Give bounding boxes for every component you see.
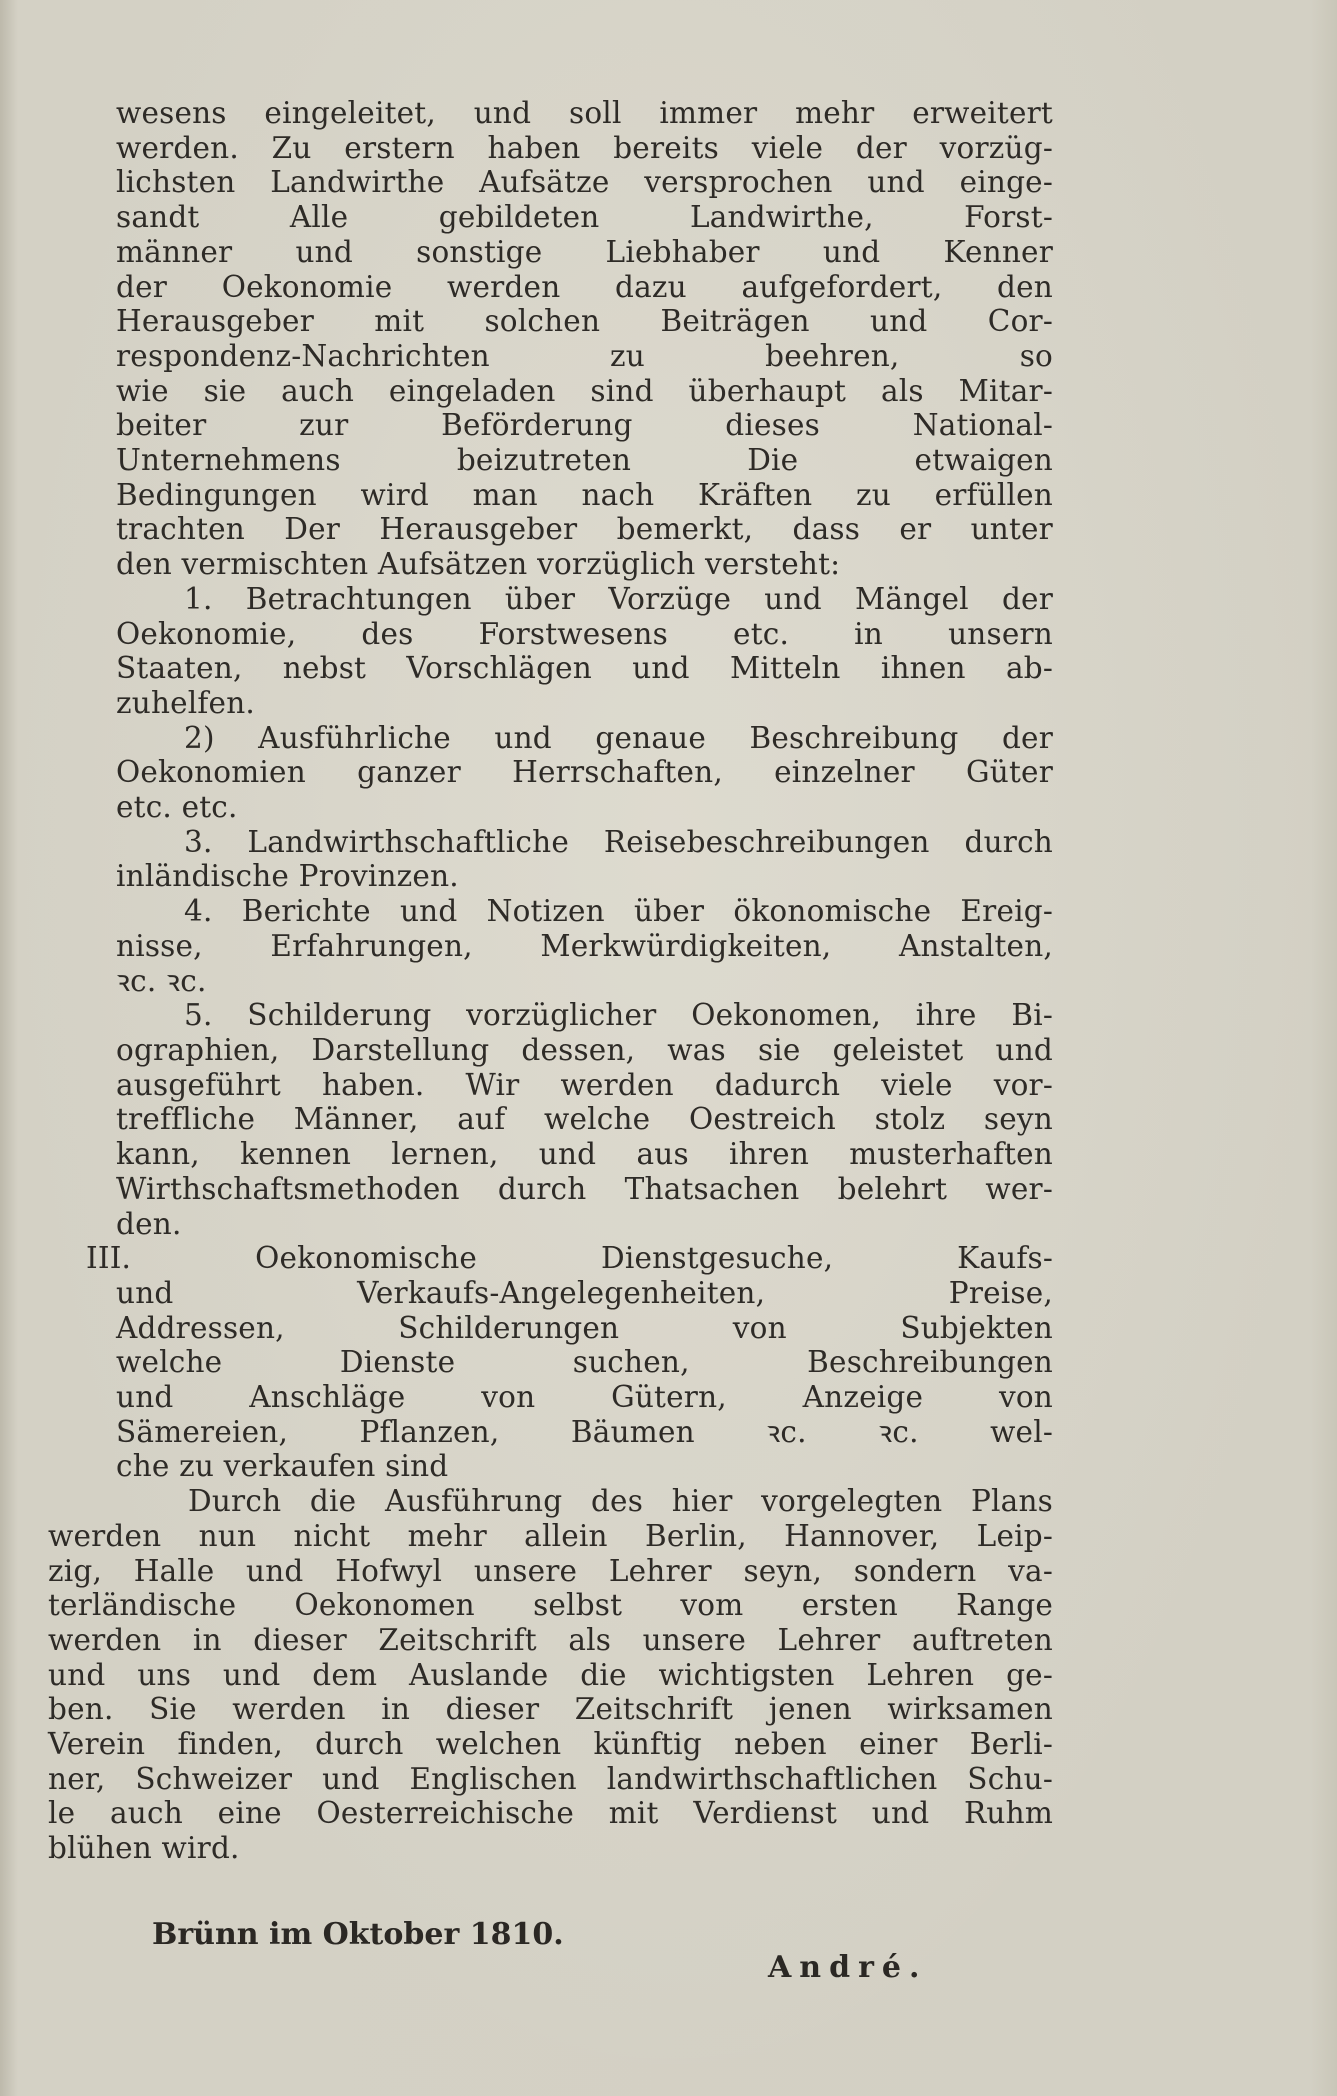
list-item-line: Oekonomie, des Forstwesens etc. in unsern xyxy=(116,616,1053,651)
section-three-line: und Anschläge von Gütern, Anzeige von xyxy=(116,1380,1053,1415)
section-three-line: III. Oekonomische Dienstgesuche, Kaufs- xyxy=(86,1241,1053,1276)
text-column xyxy=(48,96,1053,1866)
section-three-line: Sämereien, Pflanzen, Bäumen ꝛc. ꝛc. wel- xyxy=(116,1414,1053,1449)
list-item-line: 4. Berichte und Notizen über ökonomische Ereig- xyxy=(184,894,1053,929)
list-item-line: 3. Landwirthschaftliche Reisebeschreibungen durch xyxy=(184,824,1053,859)
list-item-line: Wirthschaftsmethoden durch Thatsachen belehrt wer- xyxy=(116,1171,1053,1206)
list-item xyxy=(48,894,1053,998)
intro-line: Unternehmens beizutreten Die etwaigen xyxy=(116,443,1053,478)
intro-line: wie sie auch eingeladen sind überhaupt als Mitar- xyxy=(116,373,1053,408)
intro-line: männer und sonstige Liebhaber und Kenner xyxy=(116,234,1053,269)
list-item-line: kann, kennen lernen, und aus ihren musterhaften xyxy=(116,1137,1053,1172)
closing-line: terländische Oekonomen selbst vom ersten Range xyxy=(48,1588,1053,1623)
intro-line: der Oekonomie werden dazu aufgefordert, den xyxy=(116,269,1053,304)
section-three-line: welche Dienste suchen, Beschreibungen xyxy=(116,1345,1053,1380)
section-three-paragraph xyxy=(48,1241,1053,1484)
section-three-line: che zu verkaufen sind xyxy=(116,1449,449,1484)
list-item-line: inländische Provinzen. xyxy=(116,859,459,894)
closing-line: blühen wird. xyxy=(48,1831,240,1866)
list-item-line: 1. Betrachtungen über Vorzüge und Mängel der xyxy=(184,581,1053,616)
list-item-line: 5. Schilderung vorzüglicher Oekonomen, ihre Bi- xyxy=(184,998,1053,1033)
closing-line: zig, Halle und Hofwyl unsere Lehrer seyn, sondern va- xyxy=(48,1553,1053,1588)
closing-line: Verein finden, durch welchen künftig neben einer Berli- xyxy=(48,1727,1053,1762)
intro-line: Bedingungen wird man nach Kräften zu erfüllen xyxy=(116,477,1053,512)
intro-line: sandt Alle gebildeten Landwirthe, Forst- xyxy=(116,200,1053,235)
list-item-line: Staaten, nebst Vorschlägen und Mitteln ihnen ab- xyxy=(116,651,1053,686)
list-item-line: etc. etc. xyxy=(116,790,238,825)
intro-line: wesens eingeleitet, und soll immer mehr erweitert xyxy=(116,96,1053,130)
intro-line: Herausgeber mit solchen Beiträgen und Cor- xyxy=(116,304,1053,339)
section-three-line: und Verkaufs-Angelegenheiten, Preise, xyxy=(116,1275,1053,1310)
list-item xyxy=(48,721,1053,825)
closing-line: werden in dieser Zeitschrift als unsere Lehrer auftreten xyxy=(48,1622,1053,1657)
intro-line: den vermischten Aufsätzen vorzüglich versteht: xyxy=(116,547,841,582)
intro-line: beiter zur Beförderung dieses National- xyxy=(116,408,1053,443)
list-item xyxy=(48,582,1053,721)
intro-line: werden. Zu erstern haben bereits viele der vorzüg- xyxy=(116,130,1053,165)
list-item-line: ausgeführt haben. Wir werden dadurch viele vor- xyxy=(116,1067,1053,1102)
closing-line: werden nun nicht mehr allein Berlin, Hannover, Leip- xyxy=(48,1518,1053,1553)
dateline: Brünn im Oktober 1810. xyxy=(152,1917,564,1952)
intro-line: lichsten Landwirthe Aufsätze versprochen und einge- xyxy=(116,165,1053,200)
list-item xyxy=(48,998,1053,1241)
closing-line: ner, Schweizer und Englischen landwirthschaftlichen Schu- xyxy=(48,1761,1053,1796)
list-item-line: den. xyxy=(116,1206,182,1241)
intro-paragraph xyxy=(48,96,1053,582)
closing-line: und uns und dem Auslande die wichtigsten Lehren ge- xyxy=(48,1657,1053,1692)
list-item-line: nisse, Erfahrungen, Merkwürdigkeiten, Anstalten, xyxy=(116,928,1053,963)
intro-line: trachten Der Herausgeber bemerkt, dass er unter xyxy=(116,512,1053,547)
section-three-line: Addressen, Schilderungen von Subjekten xyxy=(116,1310,1053,1345)
list-item xyxy=(48,825,1053,894)
list-item-line: ꝛc. ꝛc. xyxy=(116,963,207,998)
closing-line: ben. Sie werden in dieser Zeitschrift jenen wirksamen xyxy=(48,1692,1053,1727)
list-item-line: Oekonomien ganzer Herrschaften, einzelner Güter xyxy=(116,755,1053,790)
closing-line: le auch eine Oesterreichische mit Verdienst und Ruhm xyxy=(48,1796,1053,1831)
numbered-list xyxy=(48,582,1053,1241)
signature: André. xyxy=(768,1950,928,1985)
list-item-line: ographien, Darstellung dessen, was sie geleistet und xyxy=(116,1032,1053,1067)
closing-paragraph xyxy=(48,1484,1053,1866)
closing-line: Durch die Ausführung des hier vorgelegten Plans xyxy=(188,1484,1053,1519)
intro-line: respondenz-Nachrichten zu beehren, so xyxy=(116,338,1053,373)
list-item-line: zuhelfen. xyxy=(116,685,255,720)
list-item-line: treffliche Männer, auf welche Oestreich stolz seyn xyxy=(116,1102,1053,1137)
list-item-line: 2) Ausführliche und genaue Beschreibung der xyxy=(184,720,1053,755)
